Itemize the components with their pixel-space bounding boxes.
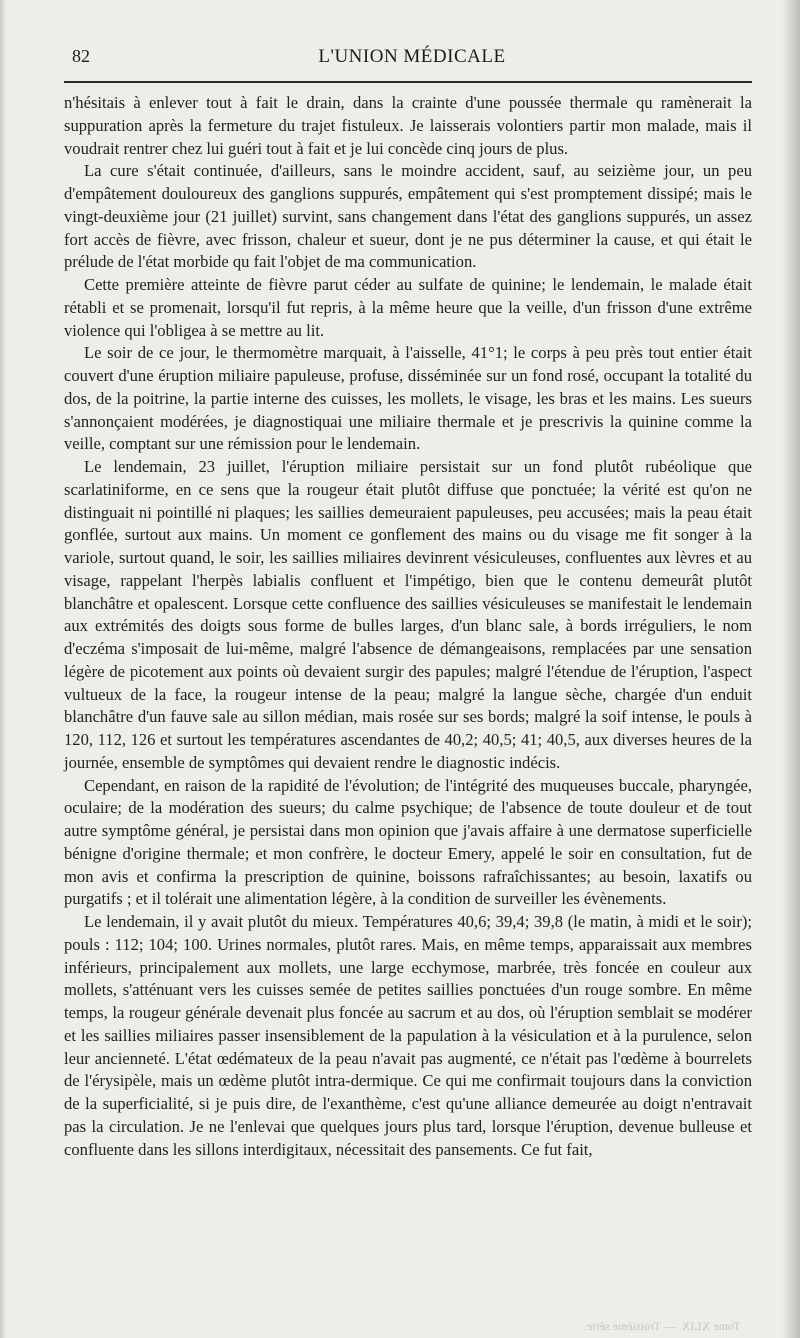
article-body	[64, 92, 752, 1161]
header-rule	[64, 81, 752, 83]
paragraph: Cette première atteinte de fièvre parut céder au sulfate de quinine; le lendemain, le malade était rétabli et se promenait, lorsqu'il fut repris, à la même heure que la veille, d'un frisson d'une extrême violence qui l'obligea à se mettre au lit.	[64, 275, 752, 340]
page-header	[72, 46, 752, 74]
paragraph: n'hésitais à enlever tout à fait le drain, dans la crainte d'une poussée thermale qu ramènerait la suppuration après la fermeture du trajet fistuleux. Je laisserais volontiers partir mon malade, mais il voudrait rentrer chez lui guéri tout à fait et je lui concède cinq jours de plus.	[64, 93, 752, 158]
bleed-through-footer: Tome XLIX. — Troisième série.	[583, 1319, 740, 1333]
paragraph: Le soir de ce jour, le thermomètre marquait, à l'aisselle, 41°1; le corps à peu près tout entier était couvert d'une éruption miliaire papuleuse, profuse, disséminée sur un fond rosé, occupant la totalité du dos, de la poitrine, la partie interne des cuisses, les mollets, le visage, les bras et les mains. Les sueurs s'annonçaient modérées, je diagnostiquai une miliaire thermale et je prescrivis la quinine comme la veille, comptant sur une rémission pour le lendemain.	[64, 343, 752, 454]
paragraph: Le lendemain, il y avait plutôt du mieux. Températures 40,6; 39,4; 39,8 (le matin, à midi et le soir); pouls : 112; 104; 100. Urines normales, plutôt rares. Mais, en même temps, apparaissait aux membres inférieurs, principalement aux mollets, une large ecchymose, marbrée, très foncée en couleur aux mollets, s'atténuant vers les cuisses semée de petites saillies ponctuées d'un rouge sombre. En même temps, la rougeur générale devenait plus foncée au sacrum et au dos, où l'éruption semblait se modérer et les saillies miliaires passer insensiblement de la papulation à la vésiculation et à la purulence, selon leur ancienneté. L'état œdémateux de la peau n'avait pas augmenté, ce n'était pas l'œdème à bourrelets de l'érysipèle, mais un œdème plutôt intra-dermique. Ce qui me confirmait toujours dans la conviction de la superficialité, si je puis dire, de l'exanthème, c'est qu'une alliance demeurée au doigt n'entravait pas la circulation. Je ne l'enlevai que quelques jours plus tard, lorsque l'éruption, devenue bulleuse et confluente dans les sillons interdigitaux, nécessitait des pansements. Ce fut fait,	[64, 912, 752, 1159]
paragraph: Cependant, en raison de la rapidité de l'évolution; de l'intégrité des muqueuses buccale, pharyngée, oculaire; de la modération des sueurs; du calme psychique; de l'absence de toute douleur et de tout autre symptôme général, je persistai dans mon opinion que j'avais affaire à une dermatose superficielle bénigne d'origine thermale; et mon confrère, le docteur Emery, appelé le soir en consultation, fut de mon avis et confirma la prescription de quinine, boissons rafraîchissantes; au besoin, laxatifs ou purgatifs ; et il tolérait une alimentation légère, à la condition de surveiller les évènements.	[64, 775, 752, 909]
paragraph: La cure s'était continuée, d'ailleurs, sans le moindre accident, sauf, au seizième jour, un peu d'empâtement douloureux des ganglions suppurés, empâtement qui s'est promptement dissipé; mais le vingt-deuxième jour (21 juillet) survint, sans changement dans l'état des ganglions suppurés, un assez fort accès de fièvre, avec frisson, chaleur et sueur, dont je ne pus déterminer la cause, et qui était le prélude de l'état morbide qu fait l'objet de ma communication.	[64, 161, 752, 272]
page-number: 82	[72, 46, 90, 66]
running-title: L'UNION MÉDICALE	[318, 46, 506, 67]
paragraph: Le lendemain, 23 juillet, l'éruption miliaire persistait sur un fond plutôt rubéolique que scarlatiniforme, en ce sens que la rougeur était plutôt diffuse que ponctuée; la vérité est qu'on ne distinguait ni pointillé ni plaques; les saillies demeuraient papuleuses, peu accusées; mais la peau était gonflée, surtout aux mains. Un moment ce gonflement des mains ou du visage me fit songer à la variole, surtout quand, le soir, les saillies miliaires devinrent vésiculeuses, confluentes aux lèvres et au visage, rappelant l'herpès labialis confluent et l'impétigo, bien que le contenu demeurât plutôt blanchâtre et opalescent. Lorsque cette confluence des saillies vésiculeuses se manifestait le lendemain aux extrémités des doigts sous forme de bulles larges, d'un blanc sale, à bords irréguliers, le nom d'eczéma s'imposait de lui-même, malgré l'absence de démangeaisons, remplacées par une sensation légère de picotement aux points où devaient surgir des papules; malgré l'étendue de l'éruption, l'aspect vultueux de la face, la rougeur intense de la peau; malgré la langue sèche, chargée d'un enduit blanchâtre d'un fauve sale au sillon médian, mais rosée sur ses bords; malgré la soif intense, le pouls à 120, 112, 126 et surtout les températures ascendantes de 40,2; 40,5; 41; 40,5, aux diverses heures de la journée, ensemble de symptômes qui devaient rendre le diagnostic indécis.	[64, 457, 752, 772]
